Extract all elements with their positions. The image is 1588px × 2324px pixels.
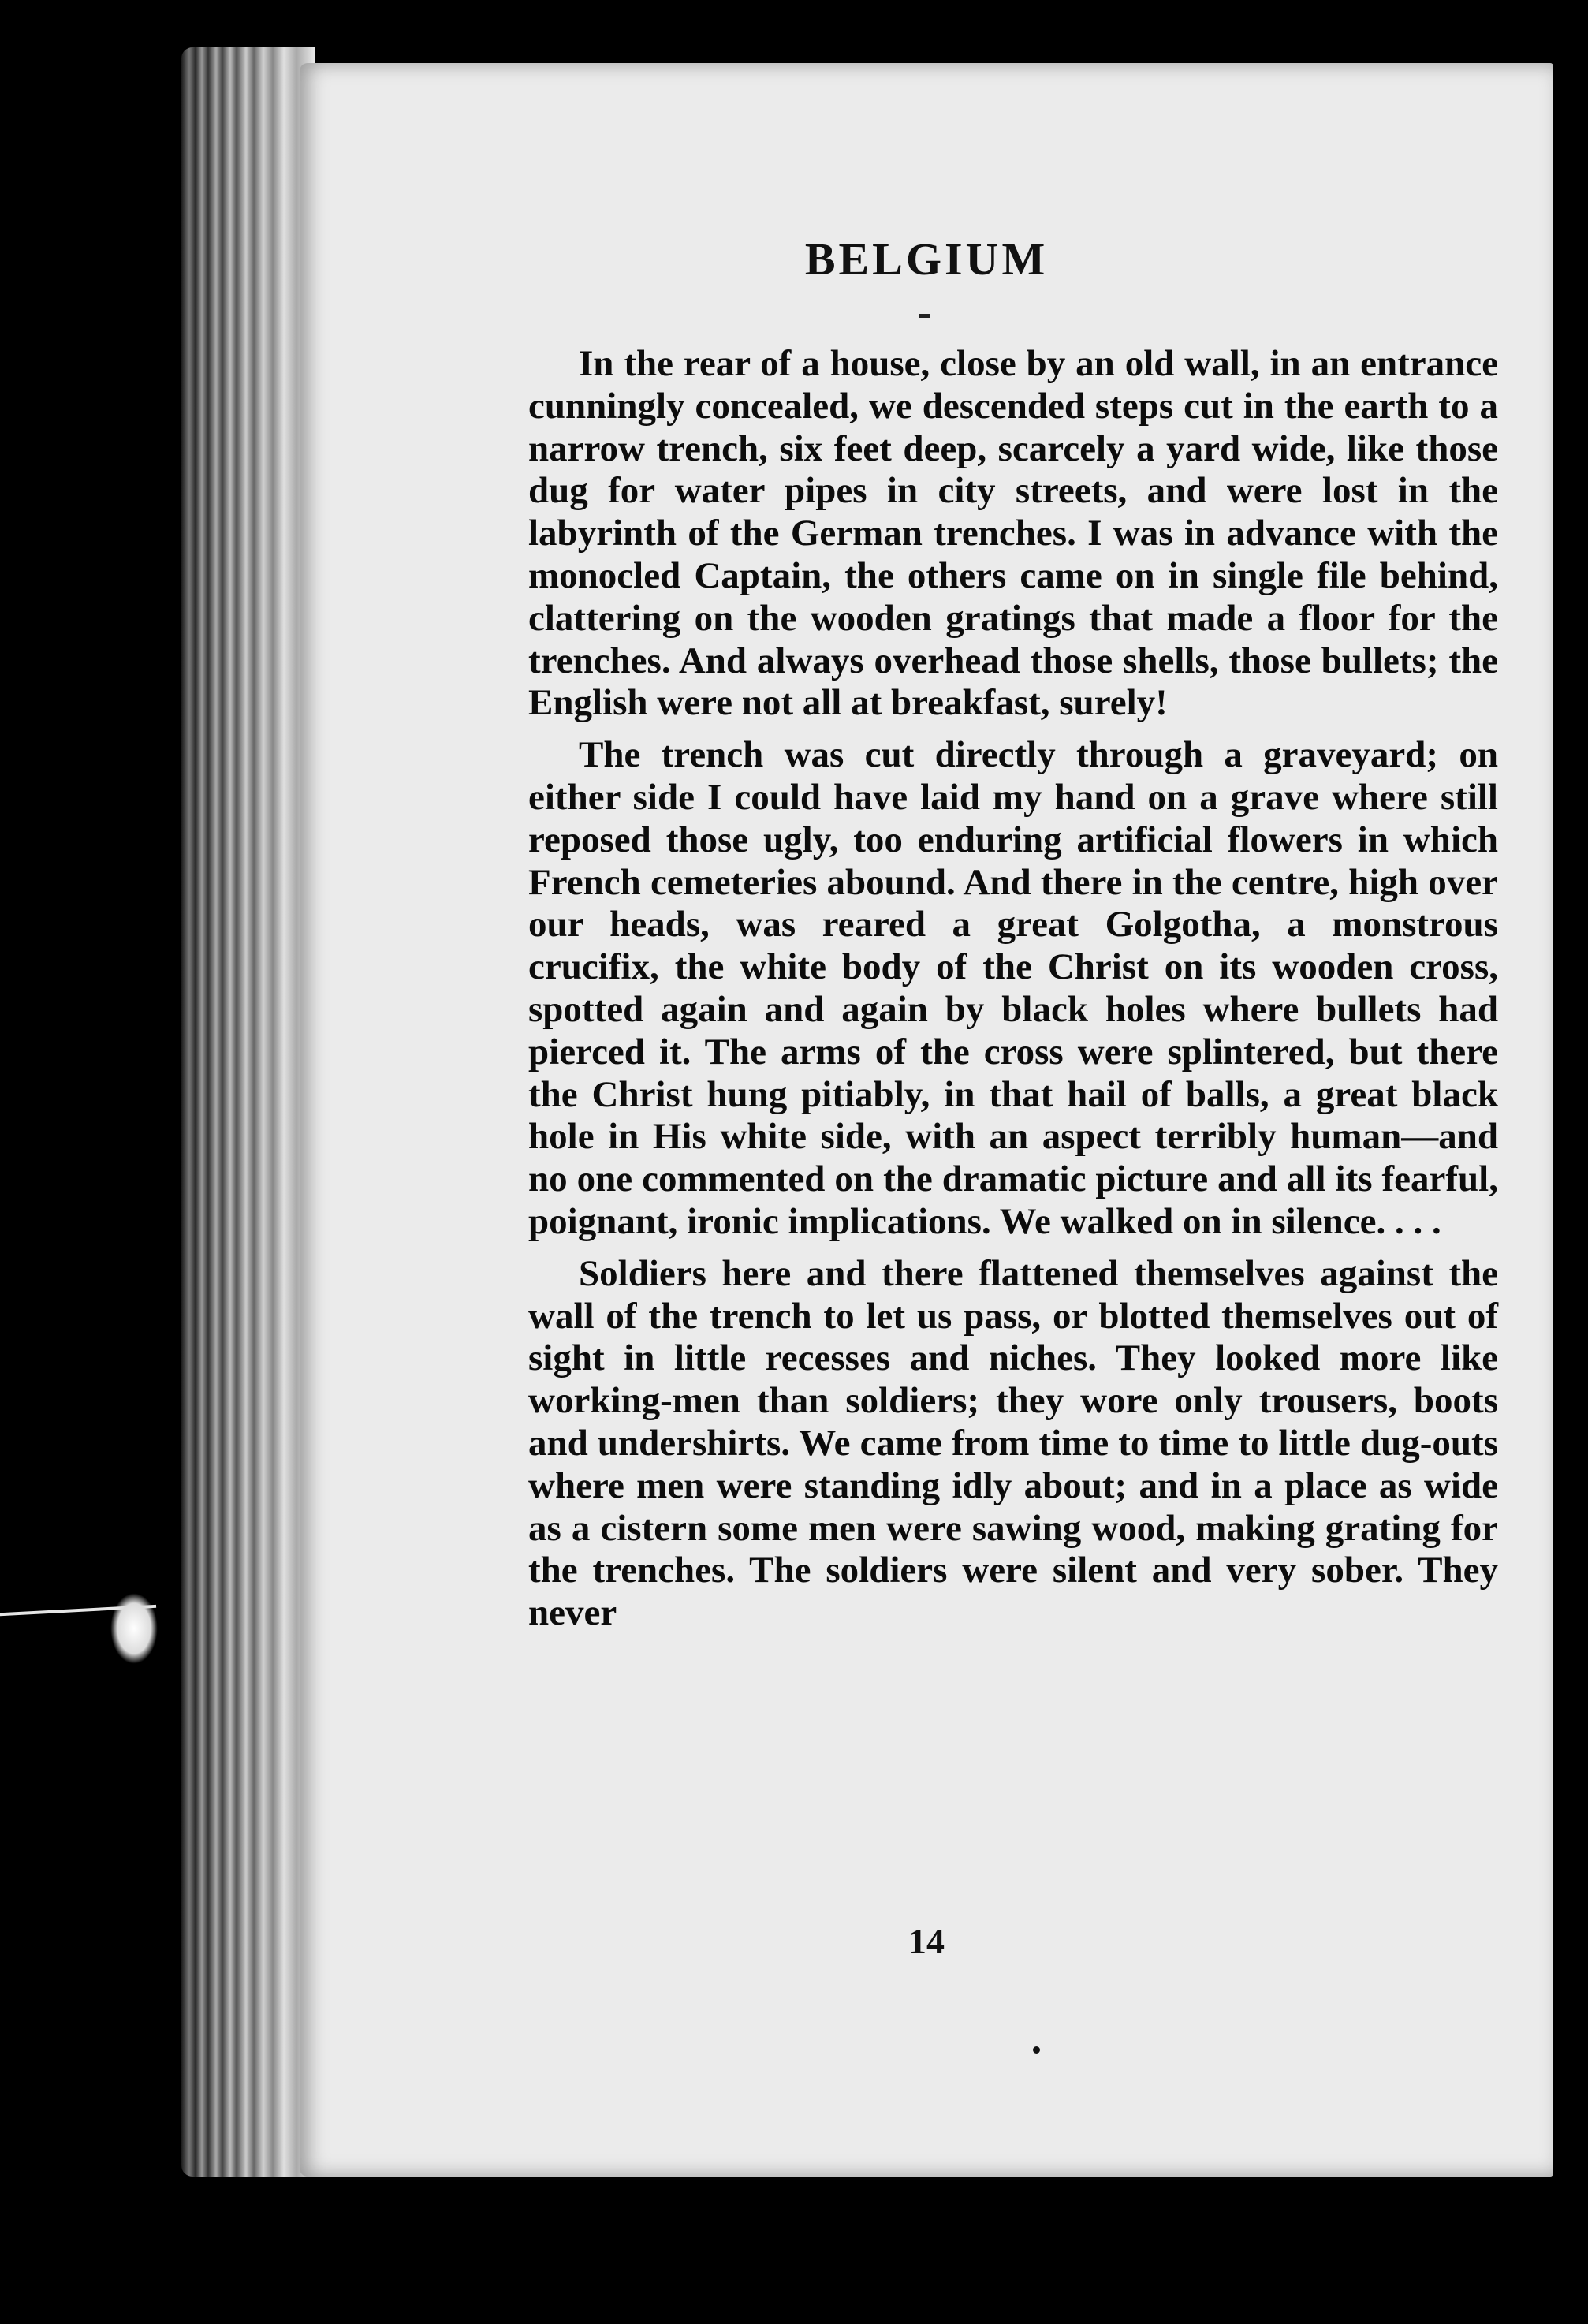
book-page bbox=[300, 63, 1553, 2177]
book-page-edges bbox=[181, 47, 315, 2177]
ink-speck bbox=[1033, 2046, 1040, 2054]
print-mark bbox=[919, 314, 930, 318]
page-number: 14 bbox=[908, 1921, 945, 1961]
body-text bbox=[528, 343, 1498, 1644]
paragraph-2: The trench was cut directly through a graveyard; on either side I could have laid my hand on a grave where still reposed those ugly, too enduring artificial flowers in which French cemeteries abound. And there in the centre, high over our heads, was reared a great Golgotha, a monstrous crucifix, the white body of the Christ on its wooden cross, spotted again and again by black holes where bullets had pierced it. The arms of the cross were splintered, but there the Christ hung pitiably, in that hail of balls, a great black hole in His white side, with an aspect terribly human—and no one commented on the dramatic picture and all its fearful, poignant, ironic implications. We walked on in silence. . . . bbox=[528, 734, 1498, 1242]
paragraph-1: In the rear of a house, close by an old wall, in an entrance cunningly concealed, we descended steps cut in the earth to a narrow trench, six feet deep, scarcely a yard wide, like those dug for water pipes in city streets, and were lost in the labyrinth of the German trenches. I was in advance with the monocled Captain, the others came on in single file behind, clattering on the wooden gratings that made a floor for the trenches. And always overhead those shells, those bullets; the English were not all at breakfast, surely! bbox=[528, 343, 1498, 724]
paragraph-3: Soldiers here and there flattened themselves against the wall of the trench to let us pass, or blotted themselves out of sight in little recesses and niches. They looked more like working-men than soldiers; they wore only trousers, boots and undershirts. We came from time to time to little dug-outs where men were standing idly about; and in a place as wide as a cistern some men were sawing wood, making grating for the trenches. The soldiers were silent and very sober. They never bbox=[528, 1252, 1498, 1634]
running-head: BELGIUM bbox=[804, 233, 1049, 285]
binding-thread-knot bbox=[110, 1593, 158, 1664]
